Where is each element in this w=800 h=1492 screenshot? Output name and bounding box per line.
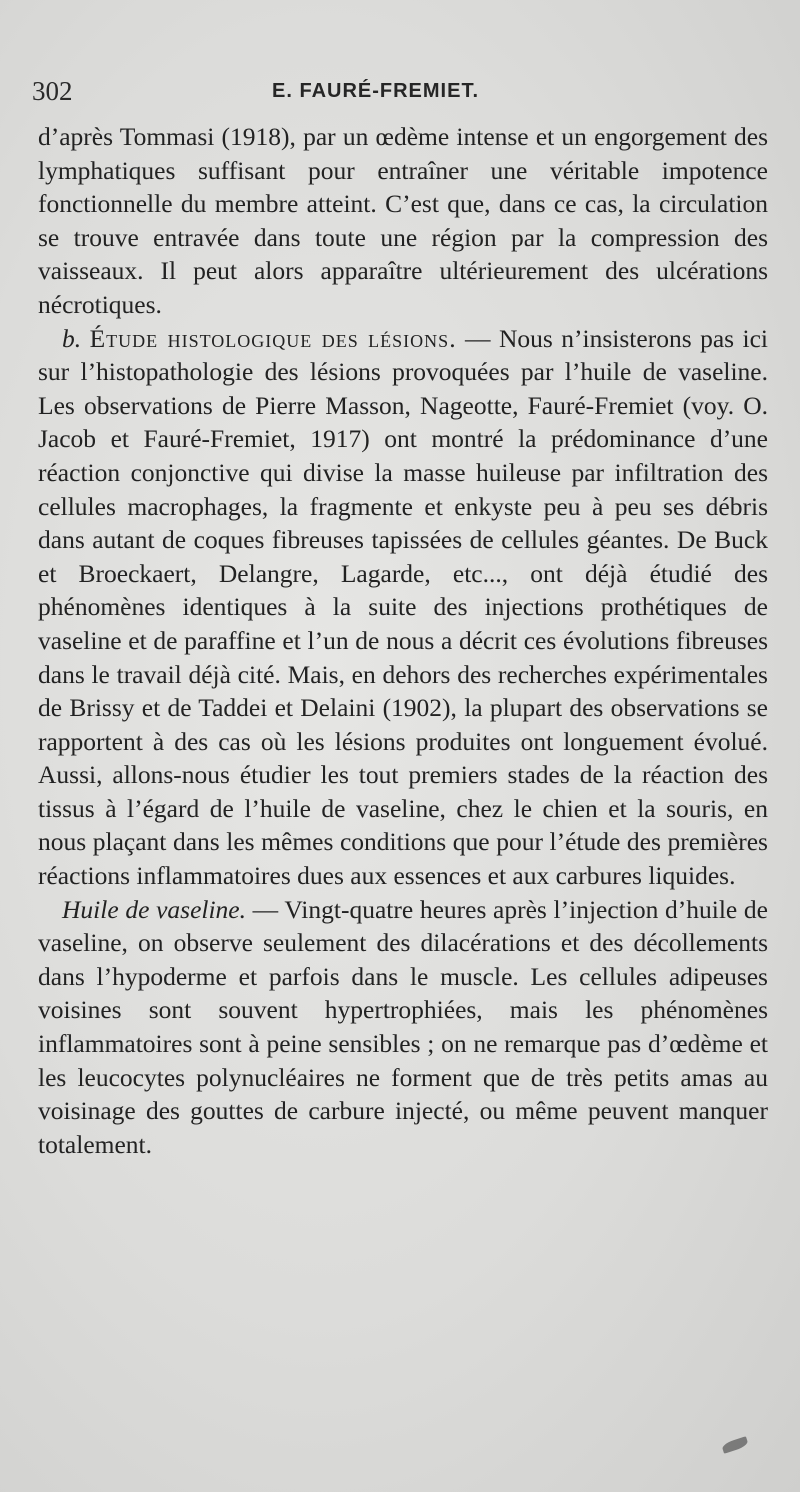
paragraph-2-text: — Nous n’insisterons pas ici sur l’histopathologie des lésions provoquées par l’huile de vaseline. Les observations de Pierre Masson, Nageotte, Fauré-Fremiet (voy. O. Jacob et Fauré-Fremiet, 1917) ont montré la prédominance d’une réaction conjonctive qui divise la masse huileuse par infiltration des cellules macrophages, la fragmente et enkyste peu à peu ses débris dans autant de coques fibreuses tapissées de cellules géantes. De Buck et Broeckaert, Delangre, Lagarde, etc..., ont déjà étudié des phénomènes identiques à la suite des injections prothétiques de vaseline et de paraffine et l’un de nous a décrit ces évolutions fibreuses dans le travail déjà cité. Mais, en dehors des recherches expérimentales de Brissy et de Taddei et Delaini (1902), la plupart des observations se rapportent à des cas où les lésions produites ont longuement évolué. Aussi, allons-nous étudier les tout premiers stades de la réaction des tissus à l’égard de l’huile de vaseline, chez le chien et la souris, en nous plaçant dans les mêmes conditions que pour l’étude des premières réactions inflammatoires dues aux essences et aux carbures liquides. <box>38 323 769 891</box>
page-number: 302 <box>32 76 73 106</box>
section-label: b. <box>62 323 82 353</box>
paragraph-1: d’après Tommasi (1918), par un œdème intense et un engorgement des lymphatiques suffisant pour entraîner une véritable impotence fonctionnelle du membre atteint. C’est que, dans ce cas, la circulation se trouve entravée dans toute une région par la compression des vaisseaux. Il peut alors apparaître ultérieurement des ulcérations nécrotiques. <box>38 122 768 319</box>
page-header <box>32 76 772 112</box>
paragraph-3 <box>38 893 768 1162</box>
paragraph-2 <box>38 322 768 893</box>
ink-smudge <box>721 1436 749 1454</box>
section-heading: Étude histologique des lésions. <box>89 323 457 353</box>
subsection-heading: Huile de vaseline. <box>62 894 246 924</box>
paragraph-3-text: — Vingt-quatre heures après l’injection d’huile de vaseline, on observe seulement des dilacérations et des décollements dans l’hypoderme et parfois dans le muscle. Les cellules adipeuses voisines sont souvent hypertrophiées, mais les phénomènes inflammatoires sont à peine sensibles ; on ne remarque pas d’œdème et les leucocytes polynucléaires ne forment que de très petits amas au voisinage des gouttes de carbure injecté, ou même peuvent manquer totalement. <box>38 894 768 1159</box>
body-text <box>38 120 768 1161</box>
running-head: E. FAURÉ-FREMIET. <box>272 80 480 102</box>
